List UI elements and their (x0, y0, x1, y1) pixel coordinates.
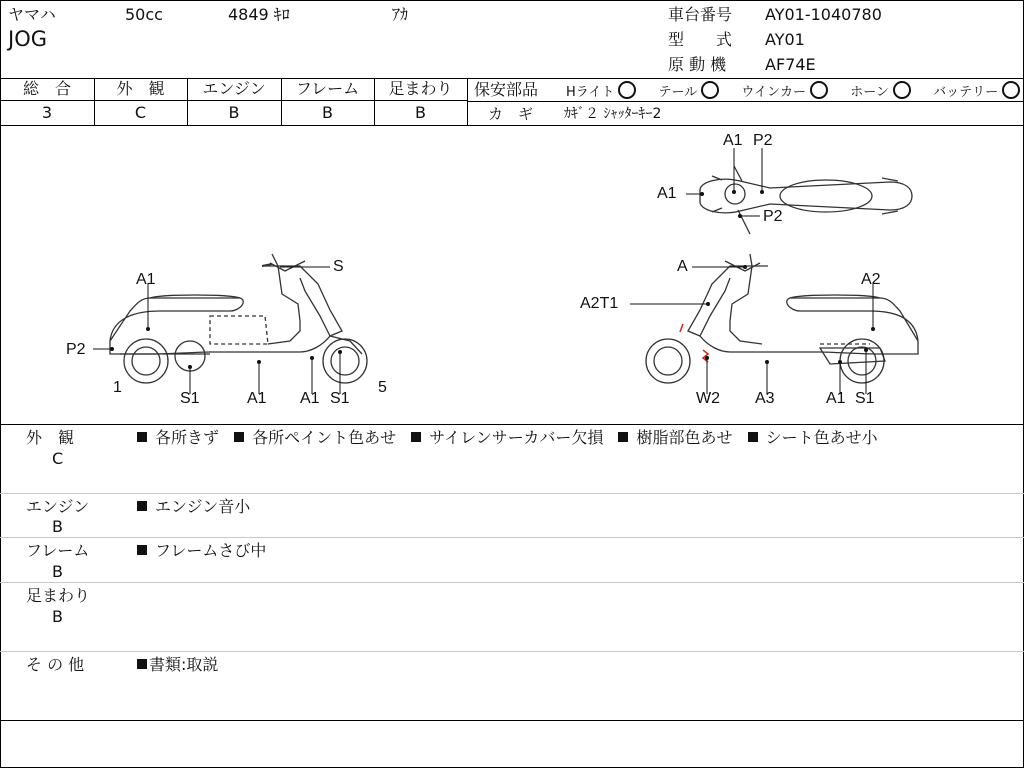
label-left-s: S (333, 258, 344, 275)
key-value: ｶｷﾞ２ ｼｬｯﾀｰｷｰ2 (564, 106, 662, 122)
safety-item-battery: バッテリー (933, 85, 999, 100)
remark-items-exterior (137, 429, 888, 447)
label-right-a3: A3 (755, 390, 775, 407)
remark-grade-suspension: B (52, 607, 63, 626)
remark-items-frame (137, 542, 276, 560)
label-right-a1: A1 (826, 390, 846, 407)
label-left-a1-top: A1 (136, 271, 156, 288)
ok-circle-icon (893, 81, 911, 99)
safety-item-tail: テール (658, 85, 698, 100)
label-left-s1: S1 (180, 390, 200, 407)
score-engine: B (228, 103, 240, 122)
remark-label-frame: フレーム (26, 541, 90, 560)
divider (0, 424, 1024, 425)
remark-label-engine: エンジン (26, 497, 90, 516)
safety-item-headlight: Hライト (566, 85, 615, 100)
leader-dots (110, 190, 875, 369)
label-left-a1b: A1 (300, 390, 320, 407)
label-left-5: 5 (378, 379, 387, 396)
remark-item: フレームさび中 (155, 541, 267, 560)
remark-label-suspension: 足まわり (26, 586, 91, 605)
remark-items-engine (137, 498, 260, 516)
divider (0, 493, 1024, 494)
frame-no-label: 車台番号 (668, 5, 733, 24)
color: ｱｶ (392, 5, 409, 24)
divider (0, 537, 1024, 538)
score-overall: 3 (41, 103, 53, 122)
remark-item: シート色あせ小 (765, 428, 878, 447)
remark-grade-engine: B (52, 517, 63, 536)
score-exterior: C (134, 103, 147, 122)
safety-item-winker: ウインカー (741, 85, 807, 100)
model-name: JOG (8, 27, 47, 51)
remark-label-exterior: 外 観 (26, 428, 75, 447)
label-left-p2: P2 (66, 341, 86, 358)
remark-grade-frame: B (52, 562, 63, 581)
score-header-frame: フレーム (295, 79, 360, 98)
score-header-suspension: 足まわり (388, 79, 453, 98)
remark-item: 各所きず (155, 428, 220, 447)
label-top-p2-bottom: P2 (763, 208, 783, 225)
safety-label: 保安部品 (474, 80, 539, 99)
divider (0, 582, 1024, 583)
label-right-a2: A2 (861, 271, 881, 288)
divider (467, 78, 468, 125)
engine-label: 原 動 機 (668, 55, 727, 74)
ok-circle-icon (618, 81, 636, 99)
mileage: 4849 ｷﾛ (228, 5, 290, 24)
remark-item: 樹脂部色あせ (636, 428, 733, 447)
label-right-w2: W2 (696, 390, 720, 407)
label-left-s1b: S1 (330, 390, 350, 407)
label-right-a: A (677, 258, 688, 275)
label-top-a1-left: A1 (657, 185, 677, 202)
scooter-top-view (700, 166, 912, 234)
label-top-a1: A1 (723, 132, 743, 149)
score-header-engine: エンジン (202, 79, 266, 98)
ok-circle-icon (810, 81, 828, 99)
divider (0, 100, 467, 101)
score-frame: B (322, 103, 333, 122)
safety-item-horn: ホーン (850, 85, 889, 100)
ok-circle-icon (701, 81, 719, 99)
type-value: AY01 (765, 30, 805, 49)
remark-item: 書類:取説 (149, 655, 219, 674)
label-top-p2: P2 (753, 132, 773, 149)
remark-item: 各所ペイント色あせ (252, 428, 397, 447)
divider (0, 651, 1024, 652)
label-right-a2t1: A2T1 (580, 295, 619, 312)
maker: ヤマハ (8, 5, 56, 24)
remark-label-other: そ の 他 (26, 655, 85, 674)
key-label: カ ギ (488, 105, 534, 123)
remark-item: サイレンサーカバー欠損 (429, 428, 604, 447)
displacement: 50cc (125, 5, 163, 24)
frame-no: AY01-1040780 (765, 5, 882, 24)
engine-value: AF74E (765, 55, 816, 74)
safety-items (566, 81, 1020, 102)
ok-circle-icon (1002, 81, 1020, 99)
remark-item: エンジン音小 (155, 497, 251, 516)
score-header-overall: 総 合 (22, 79, 71, 98)
divider (0, 720, 1024, 721)
label-left-a1: A1 (247, 390, 267, 407)
type-label: 型 式 (668, 30, 733, 49)
label-left-1: 1 (113, 379, 122, 396)
remark-grade-exterior: C (52, 449, 64, 468)
remark-items-other (137, 656, 228, 674)
label-right-s1: S1 (855, 390, 875, 407)
score-header-exterior: 外 観 (116, 79, 165, 98)
score-suspension: B (415, 103, 426, 122)
